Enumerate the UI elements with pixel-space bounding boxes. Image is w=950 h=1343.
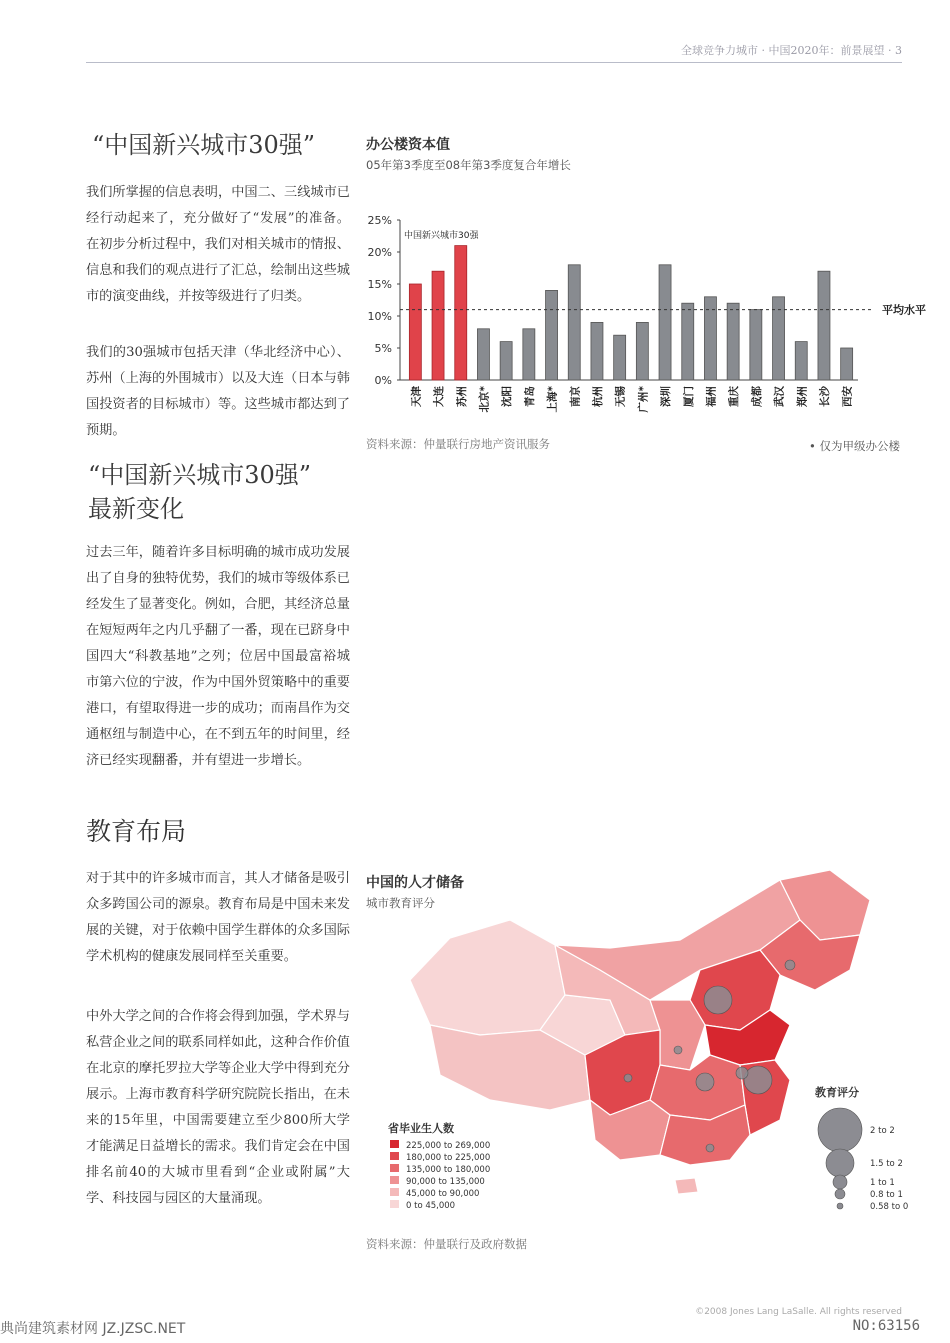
score-label: 0.8 to 1	[870, 1190, 903, 1200]
region-hainan	[675, 1178, 698, 1194]
city-circle-nanjing	[736, 1067, 748, 1079]
x-tick-label: 福州	[705, 386, 718, 407]
score-circle	[818, 1108, 862, 1152]
average-label: 平均水平	[882, 303, 926, 317]
footer-site: 典尚建筑素材网 JZ.JZSC.NET	[0, 1321, 186, 1337]
paragraph-top30-cities: 我们的30强城市包括天津（华北经济中心）、苏州（上海的外围城市）以及大连（日本与韩国投资者的目标城市）等。这些城市都达到了预期。	[86, 345, 350, 438]
score-circle	[826, 1149, 854, 1177]
bar	[568, 265, 580, 380]
office-capital-bar-chart	[360, 200, 926, 440]
legend-swatch	[390, 1164, 399, 1172]
legend-label: 135,000 to 180,000	[406, 1165, 491, 1175]
section-heading-education: 教育布局	[86, 817, 187, 846]
x-tick-label: 广州*	[637, 386, 650, 413]
score-label: 1 to 1	[870, 1178, 895, 1188]
office-chart-source: 资料来源：仲量联行房地产资讯服务	[366, 437, 550, 451]
bar	[409, 284, 421, 380]
heading-line-2: 最新变化	[88, 495, 184, 523]
legend-swatch	[390, 1200, 399, 1208]
header-rule	[86, 62, 902, 63]
x-tick-label: 上海*	[546, 386, 559, 413]
x-tick-label: 北京*	[478, 386, 491, 413]
x-tick-label: 南京	[569, 386, 582, 407]
city-circle-xian	[674, 1046, 682, 1054]
paragraph-changes: 过去三年，随着许多目标明确的城市成功发展出了自身的独特优势，我们的城市等级体系已经发生了显著变化。例如，合肥，其经济总量在短短两年之内几乎翻了一番，现在已跻身中国四大“科教基地”之列；位居中国最富裕城市第六位的宁波，作为中国外贸策略中的重要港口，有望取得进一步的成功；而南昌作为交通枢纽与制造中心，在不到五年的时间里，经济已经实现翻番，并有望进一步增长。	[86, 545, 350, 768]
bars	[409, 246, 852, 380]
x-tick-label: 苏州	[455, 386, 468, 407]
score-legend-title: 教育评分	[815, 1086, 859, 1099]
city-circle-wuhan	[696, 1073, 714, 1091]
city-circle-shanghai	[744, 1066, 772, 1094]
bar	[795, 342, 807, 380]
talent-map-title: 中国的人才储备	[366, 875, 464, 891]
legend-swatch	[390, 1140, 399, 1148]
y-tick-label: 0%	[374, 374, 392, 387]
graduates-legend	[390, 1140, 490, 1211]
score-legend	[818, 1108, 908, 1212]
office-chart-footnote: • 仅为甲级办公楼	[809, 439, 900, 453]
x-tick-label: 成都	[750, 386, 763, 407]
bar	[477, 329, 489, 380]
china-talent-map	[360, 860, 910, 1230]
y-tick-label: 20%	[367, 246, 392, 259]
talent-map-subtitle: 城市教育评分	[366, 896, 435, 910]
office-chart-subtitle: 05年第3季度至08年第3季度复合年增长	[366, 158, 571, 172]
bar	[636, 322, 648, 380]
y-tick-label: 10%	[367, 310, 392, 323]
x-tick-label: 青岛	[523, 386, 536, 407]
x-tick-label: 无锡	[614, 386, 627, 407]
bar	[841, 348, 853, 380]
group-label: 中国新兴城市30强	[404, 231, 479, 241]
copyright: ©2008 Jones Lang LaSalle. All rights reserved	[695, 1307, 902, 1317]
legend-label: 0 to 45,000	[406, 1201, 456, 1211]
bar	[523, 329, 535, 380]
bar	[682, 303, 694, 380]
legend-label: 45,000 to 90,000	[406, 1189, 480, 1199]
x-tick-label: 深圳	[660, 386, 673, 407]
city-circle-beijing	[704, 986, 732, 1014]
bar	[455, 246, 467, 380]
x-tick-label: 郑州	[796, 386, 809, 407]
score-label: 0.58 to 0	[870, 1202, 909, 1212]
bar	[591, 322, 603, 380]
x-tick-label: 重庆	[728, 386, 741, 407]
x-tick-label: 天津	[410, 386, 423, 407]
y-tick-label: 5%	[374, 342, 392, 355]
talent-map-source: 资料来源：仲量联行及政府数据	[366, 1237, 527, 1251]
score-circle	[833, 1175, 847, 1189]
x-tick-label: 长沙	[818, 386, 831, 407]
paragraph-education-1: 对于其中的许多城市而言，其人才储备是吸引众多跨国公司的源泉。教育布局是中国未来发展的关键，对于依赖中国学生群体的众多国际学术机构的健康发展同样至关重要。	[86, 871, 350, 964]
bar	[659, 265, 671, 380]
score-label: 1.5 to 2	[870, 1159, 903, 1169]
x-tick-label: 杭州	[591, 386, 604, 407]
city-circle-guangzhou	[706, 1144, 714, 1152]
legend-title: 省毕业生人数	[388, 1122, 454, 1135]
legend-swatch	[390, 1188, 399, 1196]
legend-label: 90,000 to 135,000	[406, 1177, 485, 1187]
x-tick-label: 西安	[841, 386, 854, 407]
x-tick-label: 大连	[433, 386, 446, 407]
bar	[818, 271, 830, 380]
footer-id: NO:63156	[852, 1318, 920, 1334]
running-header: 全球竞争力城市 · 中国2020年：前景展望 · 3	[681, 44, 902, 57]
y-tick-label: 25%	[367, 214, 392, 227]
region-xinjiang	[410, 920, 565, 1035]
city-circle-chengdu	[624, 1074, 632, 1082]
y-tick-label: 15%	[367, 278, 392, 291]
bar	[727, 303, 739, 380]
paragraph-intro: 我们所掌握的信息表明，中国二、三线城市已经行动起来了，充分做好了“发展”的准备。在初步分析过程中，我们对相关城市的情报、信息和我们的观点进行了汇总，绘制出这些城市的演变曲线，并按等级进行了归类。	[86, 185, 350, 304]
section-heading-changes	[88, 458, 352, 526]
x-tick-label: 武汉	[773, 386, 786, 407]
section-heading-top30: “中国新兴城市30强”	[92, 131, 316, 159]
region-yunnan-guizhou	[590, 1100, 670, 1160]
score-label: 2 to 2	[870, 1126, 895, 1136]
legend-label: 180,000 to 225,000	[406, 1153, 491, 1163]
legend-label: 225,000 to 269,000	[406, 1141, 491, 1151]
heading-line-1: “中国新兴城市30强”	[88, 461, 312, 489]
score-circle	[837, 1203, 843, 1209]
bar	[432, 271, 444, 380]
x-axis-labels	[409, 386, 853, 413]
legend-swatch	[390, 1152, 399, 1160]
legend-swatch	[390, 1176, 399, 1184]
score-circle	[835, 1189, 845, 1199]
x-tick-label: 沈阳	[501, 386, 514, 407]
bar	[546, 290, 558, 380]
paragraph-education-2: 中外大学之间的合作将会得到加强，学术界与私营企业之间的联系同样如此，这种合作价值在北京的摩托罗拉大学等企业大学中得到充分展示。上海市教育科学研究院院长指出，在未来的15年里，中国需要建立至少800所大学才能满足日益增长的需求。我们肯定会在中国排名前40的大城市里看到“企业或附属”大学、科技园与园区的大量涌现。	[86, 1009, 350, 1206]
x-tick-label: 厦门	[682, 386, 695, 407]
bar	[750, 310, 762, 380]
office-chart-title: 办公楼资本值	[366, 137, 450, 153]
city-circle-changchun	[785, 960, 795, 970]
bar	[614, 335, 626, 380]
bar	[500, 342, 512, 380]
